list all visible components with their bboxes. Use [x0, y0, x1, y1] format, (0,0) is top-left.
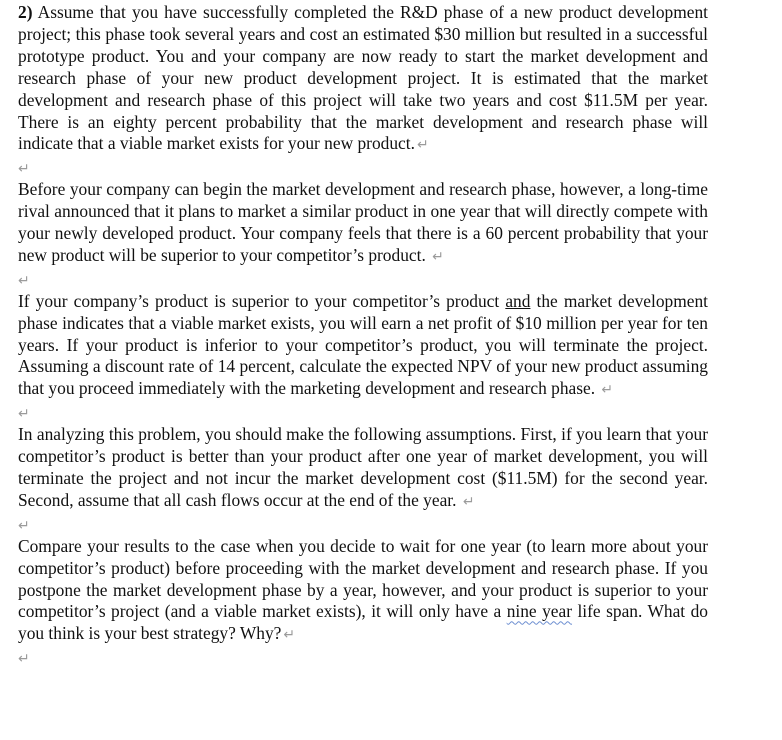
paragraph-npv-text-a: If your company’s product is superior to your competitor’s product	[18, 290, 506, 311]
paragraph-mark-icon: ↵	[18, 517, 30, 534]
underlined-and: and	[505, 290, 531, 311]
paragraph-compare	[18, 536, 708, 648]
paragraph-npv	[18, 291, 708, 403]
paragraph-mark-icon: ↵	[432, 248, 444, 265]
paragraph-mark-icon: ↵	[416, 137, 429, 154]
paragraph-competitor	[18, 179, 708, 269]
paragraph-assumptions	[18, 424, 708, 514]
empty-line	[18, 647, 708, 669]
question-number: 2)	[18, 2, 33, 22]
paragraph-mark-icon: ↵	[18, 406, 30, 423]
paragraph-assumptions-text: In analyzing this problem, you should make the following assumptions. First, if you learn that your competitor’s product is better than your product after one year of market development, you will terminate the project and not incur the market development cost ($11.5M) for the second year. Second, assume that all cash flows occur at the end of the year.	[18, 424, 708, 510]
paragraph-mark-icon: ↵	[462, 493, 475, 510]
paragraph-mark-icon: ↵	[18, 161, 30, 178]
paragraph-mark-icon: ↵	[18, 272, 30, 289]
paragraph-intro-text: Assume that you have successfully completed the R&D phase of a new product development project; this phase took several years and cost an estimated $30 million but resulted in a successful prototype product. You and your company are now ready to start the market development and research phase of your new product development project. It is estimated that the market development and research phase of this project will take two years and cost $11.5M per year. There is an eighty percent probability that the market development and research phase will indicate that a viable market exists for your new product.	[18, 2, 708, 154]
paragraph-mark-icon: ↵	[601, 382, 614, 399]
paragraph-compare-text-a: Compare your results to the case when you decide to wait for one year (to learn more about your competitor’s product) before proceeding with the market development and research phase. If you postpone the market development phase by a year, however, and your product is superior to your competitor’s project (and a viable market exists), it will only have a	[18, 535, 708, 622]
paragraph-compare-text-b: life span. What do you think is your best strategy? Why?	[18, 601, 708, 644]
paragraph-npv-text-b: the market development phase indicates that a viable market exists, you will earn a net profit of $10 million per year for ten years. If your product is inferior to your competitor’s product, you will terminate the project. Assuming a discount rate of 14 percent, calculate the expected NPV of your new product assuming that you proceed immediately with the marketing development and research phase.	[18, 290, 708, 399]
spellcheck-underlined-text: nine year	[506, 601, 573, 622]
empty-line	[18, 157, 708, 179]
document-body	[18, 2, 708, 669]
empty-line	[18, 514, 708, 536]
empty-line	[18, 402, 708, 424]
paragraph-mark-icon: ↵	[283, 627, 296, 644]
paragraph-intro	[18, 2, 708, 157]
empty-line	[18, 269, 708, 291]
paragraph-mark-icon: ↵	[18, 651, 30, 668]
paragraph-competitor-text: Before your company can begin the market development and research phase, however, a long-time rival announced that it plans to market a similar product in one year that will directly compete with your newly developed product. Your company feels that there is a 60 percent probability that your new product will be superior to your competitor’s product.	[18, 179, 708, 265]
